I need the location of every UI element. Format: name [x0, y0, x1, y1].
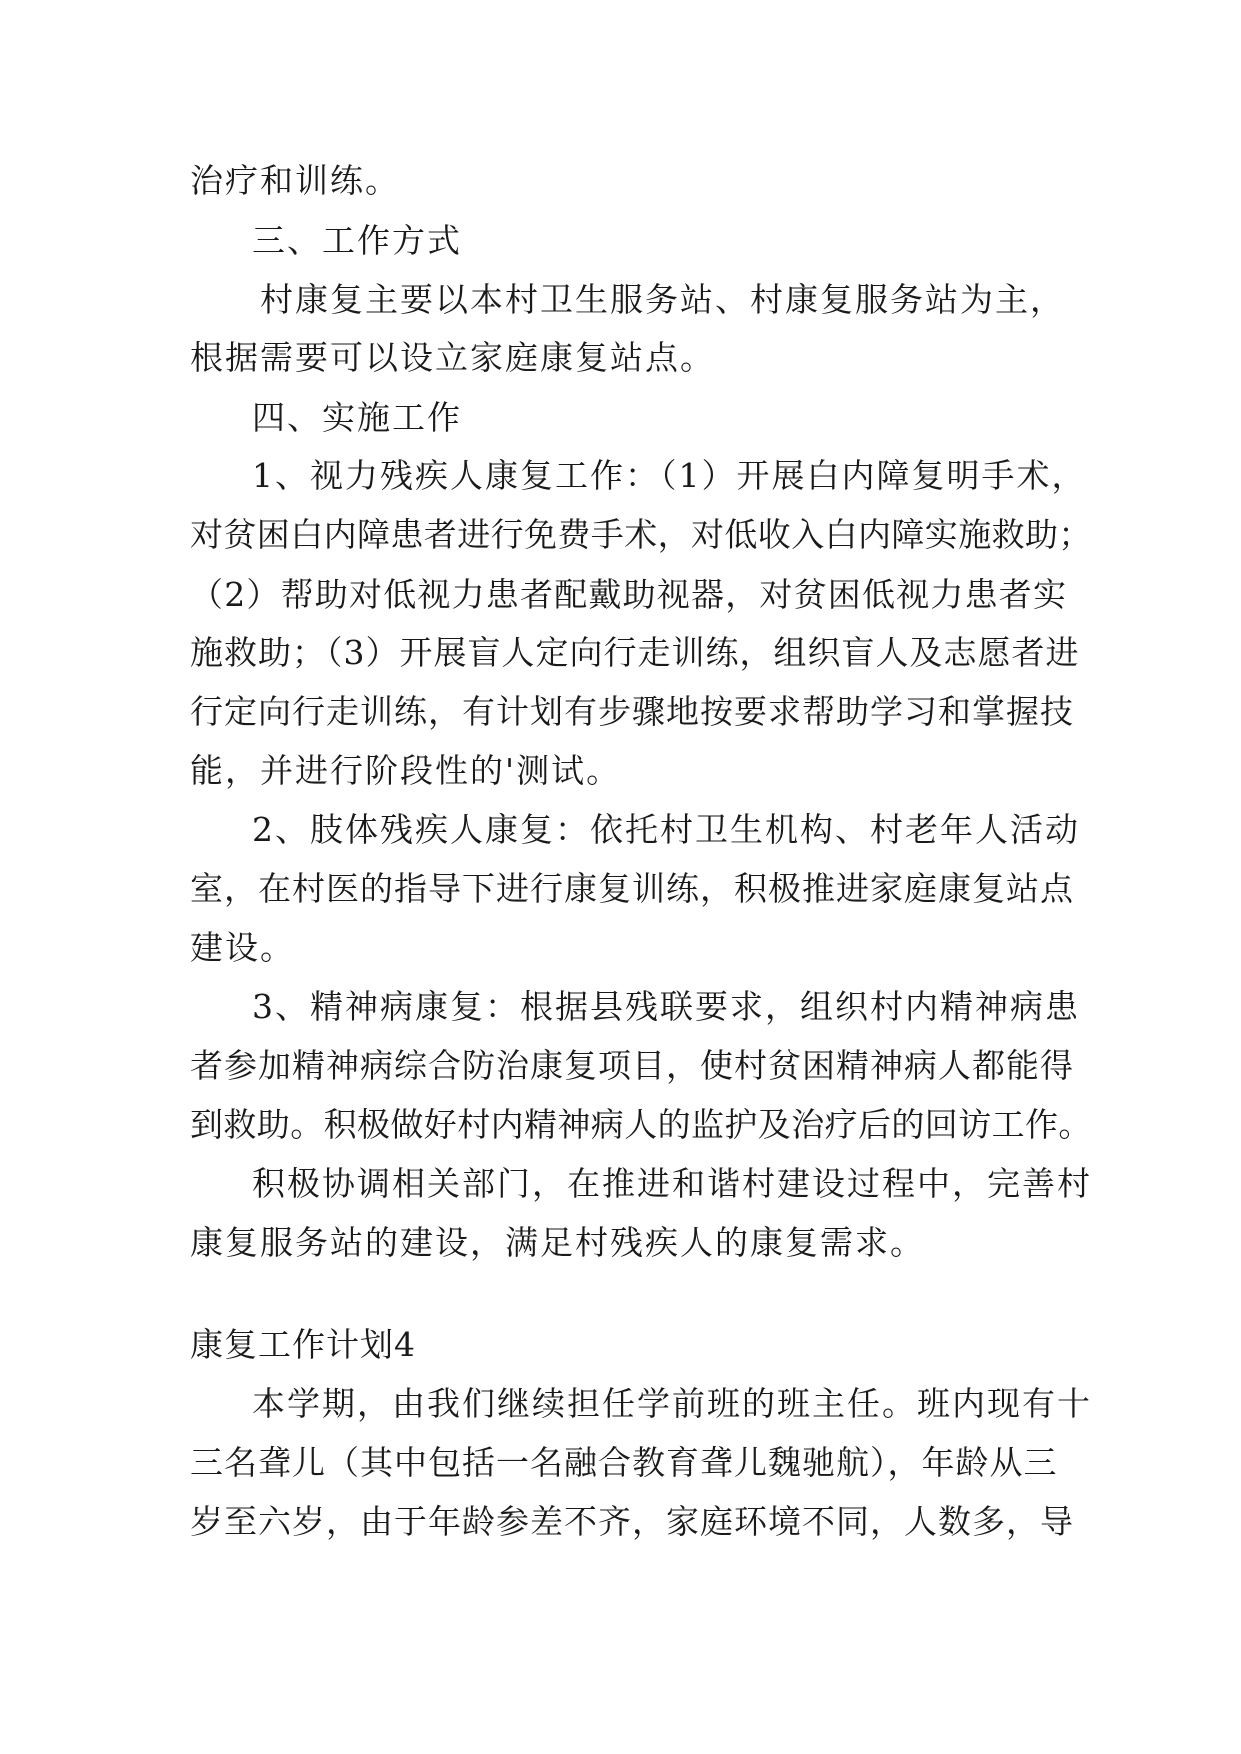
text-line: 三名聋儿（其中包括一名融合教育聋儿魏驰航），年龄从三 — [190, 1443, 1058, 1482]
text-line: 治疗和训练。 — [190, 161, 400, 200]
text-line: 康复服务站的建设，满足村残疾人的康复需求。 — [190, 1223, 925, 1262]
text-line: 村康复主要以本村卫生服务站、村康复服务站为主， — [260, 280, 1065, 319]
text-line: 根据需要可以设立家庭康复站点。 — [190, 338, 715, 377]
text-line: 对贫困白内障患者进行免费手术，对低收入白内障实施救助； — [190, 515, 1092, 554]
text-line: 到救助。积极做好村内精神病人的监护及治疗后的回访工作。 — [190, 1105, 1092, 1144]
text-line: 室，在村医的指导下进行康复训练，积极推进家庭康复站点 — [190, 869, 1074, 908]
text-line: 行定向行走训练，有计划有步骤地按要求帮助学习和掌握技 — [190, 692, 1074, 731]
section-title: 康复工作计划4 — [190, 1325, 416, 1364]
text-line: 本学期，由我们继续担任学前班的班主任。班内现有十 — [252, 1384, 1092, 1423]
text-line: 建设。 — [190, 928, 295, 967]
text-line: 积极协调相关部门，在推进和谐村建设过程中，完善村 — [252, 1164, 1092, 1203]
text-line: 岁至六岁，由于年龄参差不齐，家庭环境不同，人数多，导 — [190, 1502, 1074, 1541]
text-line: 1、视力残疾人康复工作：（1）开展白内障复明手术， — [252, 456, 1087, 495]
section-heading: 三、工作方式 — [252, 221, 462, 260]
text-line: 者参加精神病综合防治康复项目，使村贫困精神病人都能得 — [190, 1046, 1074, 1085]
text-line: 能，并进行阶段性的'测试。 — [190, 751, 622, 790]
text-line: 3、精神病康复：根据县残联要求，组织村内精神病患 — [252, 987, 1080, 1026]
section-heading: 四、实施工作 — [252, 398, 462, 437]
text-line: （2）帮助对低视力患者配戴助视器，对贫困低视力患者实 — [190, 575, 1068, 614]
text-line: 施救助；（3）开展盲人定向行走训练，组织盲人及志愿者进 — [190, 633, 1080, 672]
text-line: 2、肢体残疾人康复：依托村卫生机构、村老年人活动 — [252, 810, 1080, 849]
